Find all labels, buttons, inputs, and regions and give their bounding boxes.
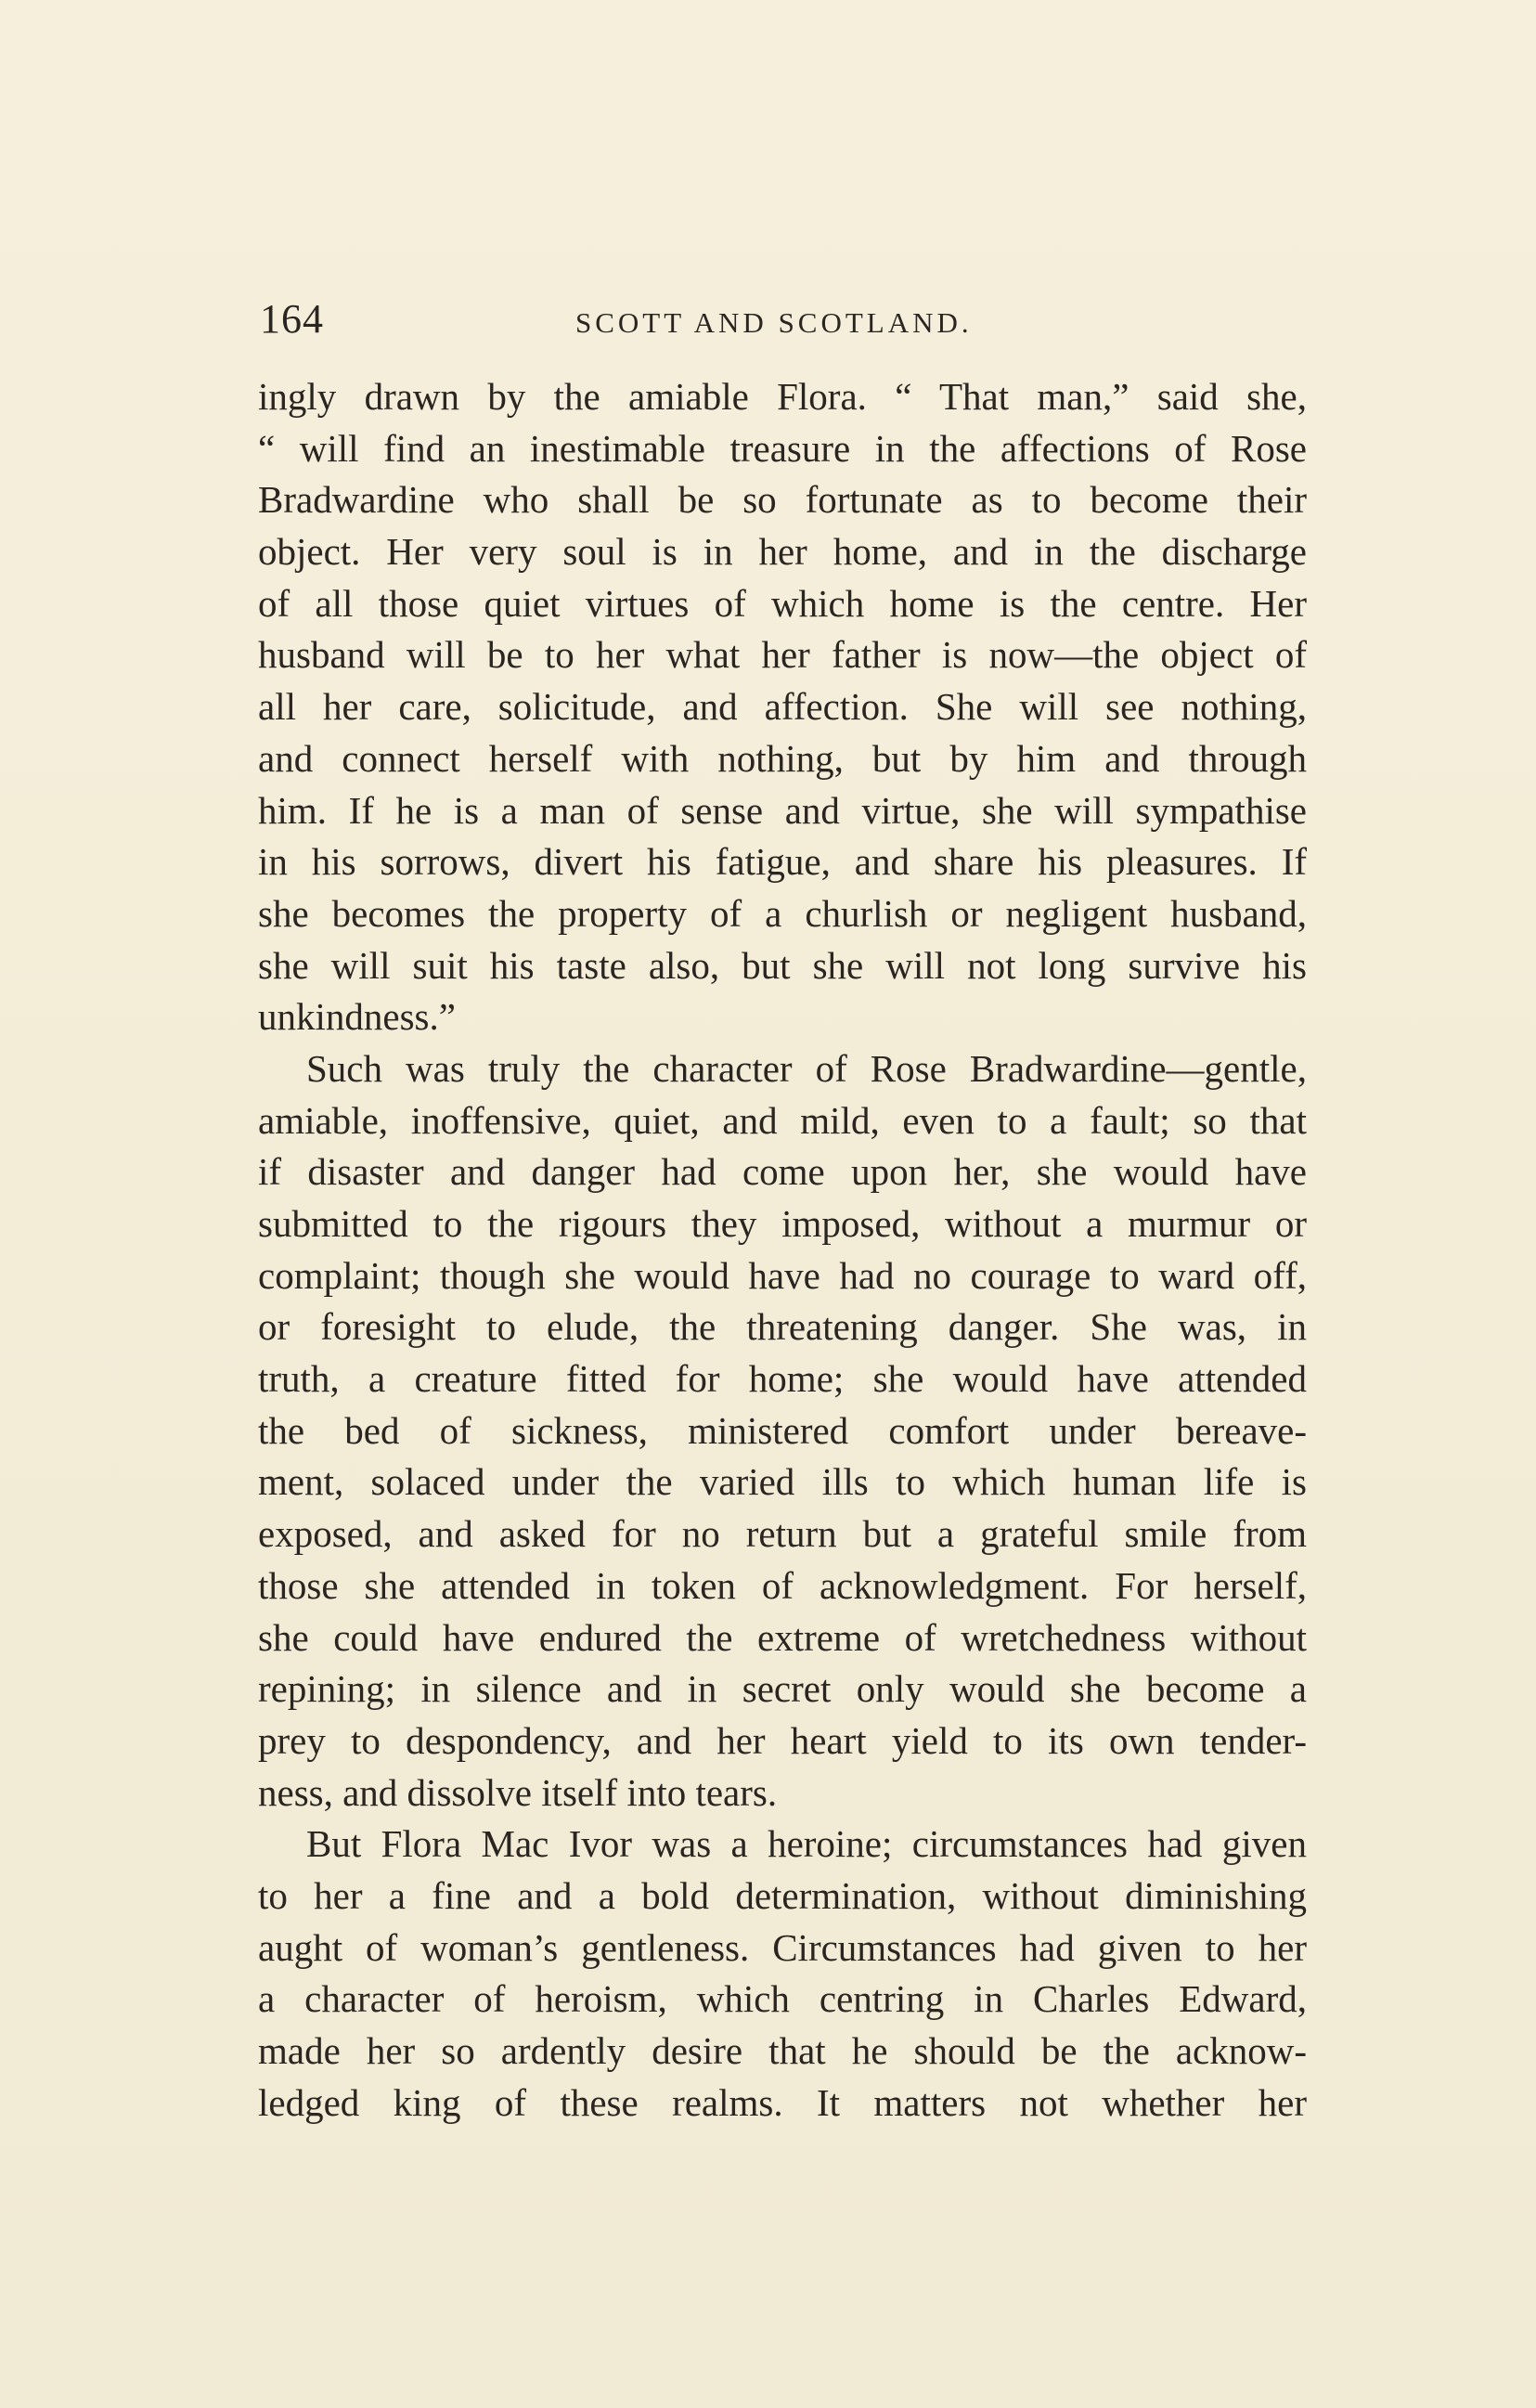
text-line: aught of woman’s gentleness. Circumstances had given to her xyxy=(258,1925,1307,1969)
text-line: she could have endured the extreme of wretchedness without xyxy=(258,1615,1307,1659)
text-line: ness, and dissolve itself into tears. xyxy=(258,1770,778,1814)
text-line: made her so ardently desire that he should be the acknow- xyxy=(258,2029,1307,2072)
paragraph-3 xyxy=(258,1819,1307,2129)
text-line: complaint; though she would have had no courage to ward off, xyxy=(258,1253,1307,1297)
text-line: she becomes the property of a churlish or negligent husband, xyxy=(258,891,1307,935)
text-line: and connect herself with nothing, but by him and through xyxy=(258,736,1307,780)
text-line: or foresight to elude, the threatening danger. She was, in xyxy=(258,1305,1307,1349)
text-line: a character of heroism, which centring in Charles Edward, xyxy=(258,1977,1307,2021)
text-line: of all those quiet virtues of which home is the centre. Her xyxy=(258,581,1307,625)
text-line: unkindness.” xyxy=(258,995,456,1039)
text-line: amiable, inoffensive, quiet, and mild, even to a fault; so that xyxy=(258,1098,1307,1142)
text-line: ledged king of these realms. It matters not whether her xyxy=(258,2080,1307,2124)
paragraph-1 xyxy=(258,371,1307,1043)
text-line: to her a fine and a bold determination, without diminishing xyxy=(258,1873,1307,1917)
text-line: Such was truly the character of Rose Bradwardine—gentle, xyxy=(306,1046,1307,1090)
text-line: object. Her very soul is in her home, and in the discharge xyxy=(258,530,1307,574)
body-text xyxy=(258,371,1307,2129)
text-line: in his sorrows, divert his fatigue, and share his pleasures. If xyxy=(258,840,1307,884)
text-line: if disaster and danger had come upon her, she would have xyxy=(258,1150,1307,1194)
running-title: SCOTT AND SCOTLAND. xyxy=(575,306,973,339)
text-line: she will suit his taste also, but she will not long survive his xyxy=(258,943,1307,987)
text-line: the bed of sickness, ministered comfort under bereave- xyxy=(258,1408,1307,1452)
text-line: repining; in silence and in secret only would she become a xyxy=(258,1667,1307,1711)
text-line: But Flora Mac Ivor was a heroine; circumstances had given xyxy=(306,1822,1307,1866)
text-line: “ will find an inestimable treasure in the affections of Rose xyxy=(258,426,1307,470)
text-line: all her care, solicitude, and affection. She will see nothing, xyxy=(258,685,1307,729)
text-line: those she attended in token of acknowledgment. For herself, xyxy=(258,1563,1307,1607)
text-line: ingly drawn by the amiable Flora. “ That man,” said she, xyxy=(258,375,1307,418)
text-line: Bradwardine who shall be so fortunate as to become their xyxy=(258,478,1307,522)
page-number: 164 xyxy=(260,296,324,342)
running-head xyxy=(260,295,1309,351)
text-line: exposed, and asked for no return but a grateful smile from xyxy=(258,1512,1307,1556)
paragraph-2 xyxy=(258,1043,1307,1819)
text-line: ment, solaced under the varied ills to which human life is xyxy=(258,1460,1307,1504)
text-line: him. If he is a man of sense and virtue, she will sympathise xyxy=(258,788,1307,832)
text-line: husband will be to her what her father is now—the object of xyxy=(258,633,1307,677)
text-line: prey to despondency, and her heart yield to its own tender- xyxy=(258,1718,1307,1762)
text-line: submitted to the rigours they imposed, without a murmur or xyxy=(258,1202,1307,1245)
text-line: truth, a creature fitted for home; she would have attended xyxy=(258,1357,1307,1401)
